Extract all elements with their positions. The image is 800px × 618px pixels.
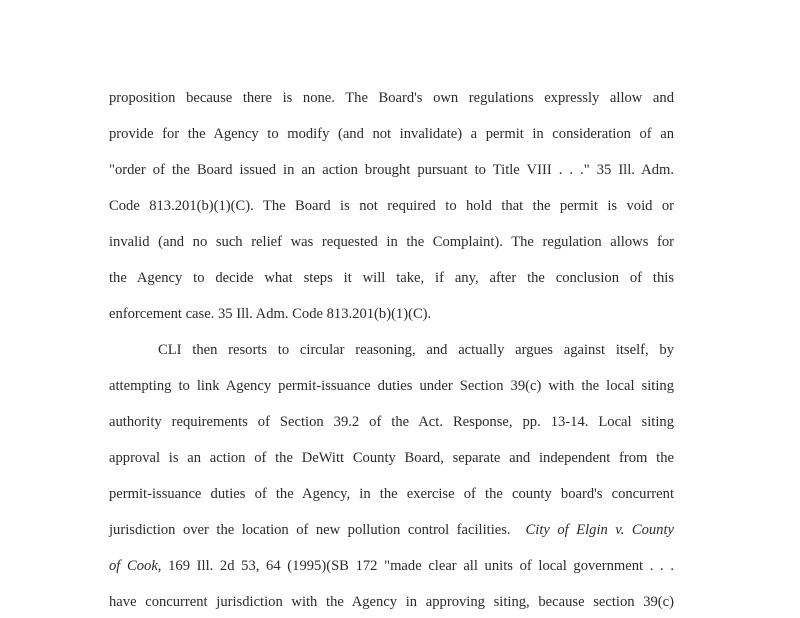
paragraph-2-line-3: authority requirements of Section 39.2 of the Act. Response, pp. 13-14. Local siting xyxy=(109,414,674,430)
paragraph-1-line-2: provide for the Agency to modify (and not invalidate) a permit in consideration of an xyxy=(109,126,674,142)
paragraph-2-line-5: permit-issuance duties of the Agency, in the exercise of the county board's concurrent xyxy=(109,486,674,502)
paragraph-1-line-7: enforcement case. 35 Ill. Adm. Code 813.201(b)(1)(C). xyxy=(109,306,432,322)
paragraph-2-line-8: have concurrent jurisdiction with the Agency in approving siting, because section 39(c) xyxy=(109,594,674,610)
paragraph-2-line-4: approval is an action of the DeWitt County Board, separate and independent from the xyxy=(109,450,674,466)
paragraph-1-line-4: Code 813.201(b)(1)(C). The Board is not required to hold that the permit is void or xyxy=(109,198,674,214)
paragraph-2-line-1: CLI then resorts to circular reasoning, and actually argues against itself, by xyxy=(158,342,674,358)
paragraph-1-line-1: proposition because there is none. The Board's own regulations expressly allow and xyxy=(109,90,674,106)
case-citation-cook: of Cook, xyxy=(109,558,162,574)
case-citation-elgin: City of Elgin v. County xyxy=(525,522,674,538)
paragraph-2-line-7 xyxy=(109,557,674,575)
paragraph-2-line-6-text: jurisdiction over the location of new pollution control facilities. xyxy=(109,522,511,538)
paragraph-2-line-6 xyxy=(109,521,674,539)
paragraph-1-line-3: "order of the Board issued in an action brought pursuant to Title VIII . . ." 35 Ill. Adm. xyxy=(109,162,674,178)
paragraph-2-line-2: attempting to link Agency permit-issuance duties under Section 39(c) with the local siting xyxy=(109,378,674,394)
paragraph-1-line-5: invalid (and no such relief was requested in the Complaint). The regulation allows for xyxy=(109,234,674,250)
paragraph-1-line-6: the Agency to decide what steps it will take, if any, after the conclusion of this xyxy=(109,270,674,286)
paragraph-2-line-7-text: 169 Ill. 2d 53, 64 (1995)(SB 172 "made clear all units of local government . . . xyxy=(161,558,674,574)
